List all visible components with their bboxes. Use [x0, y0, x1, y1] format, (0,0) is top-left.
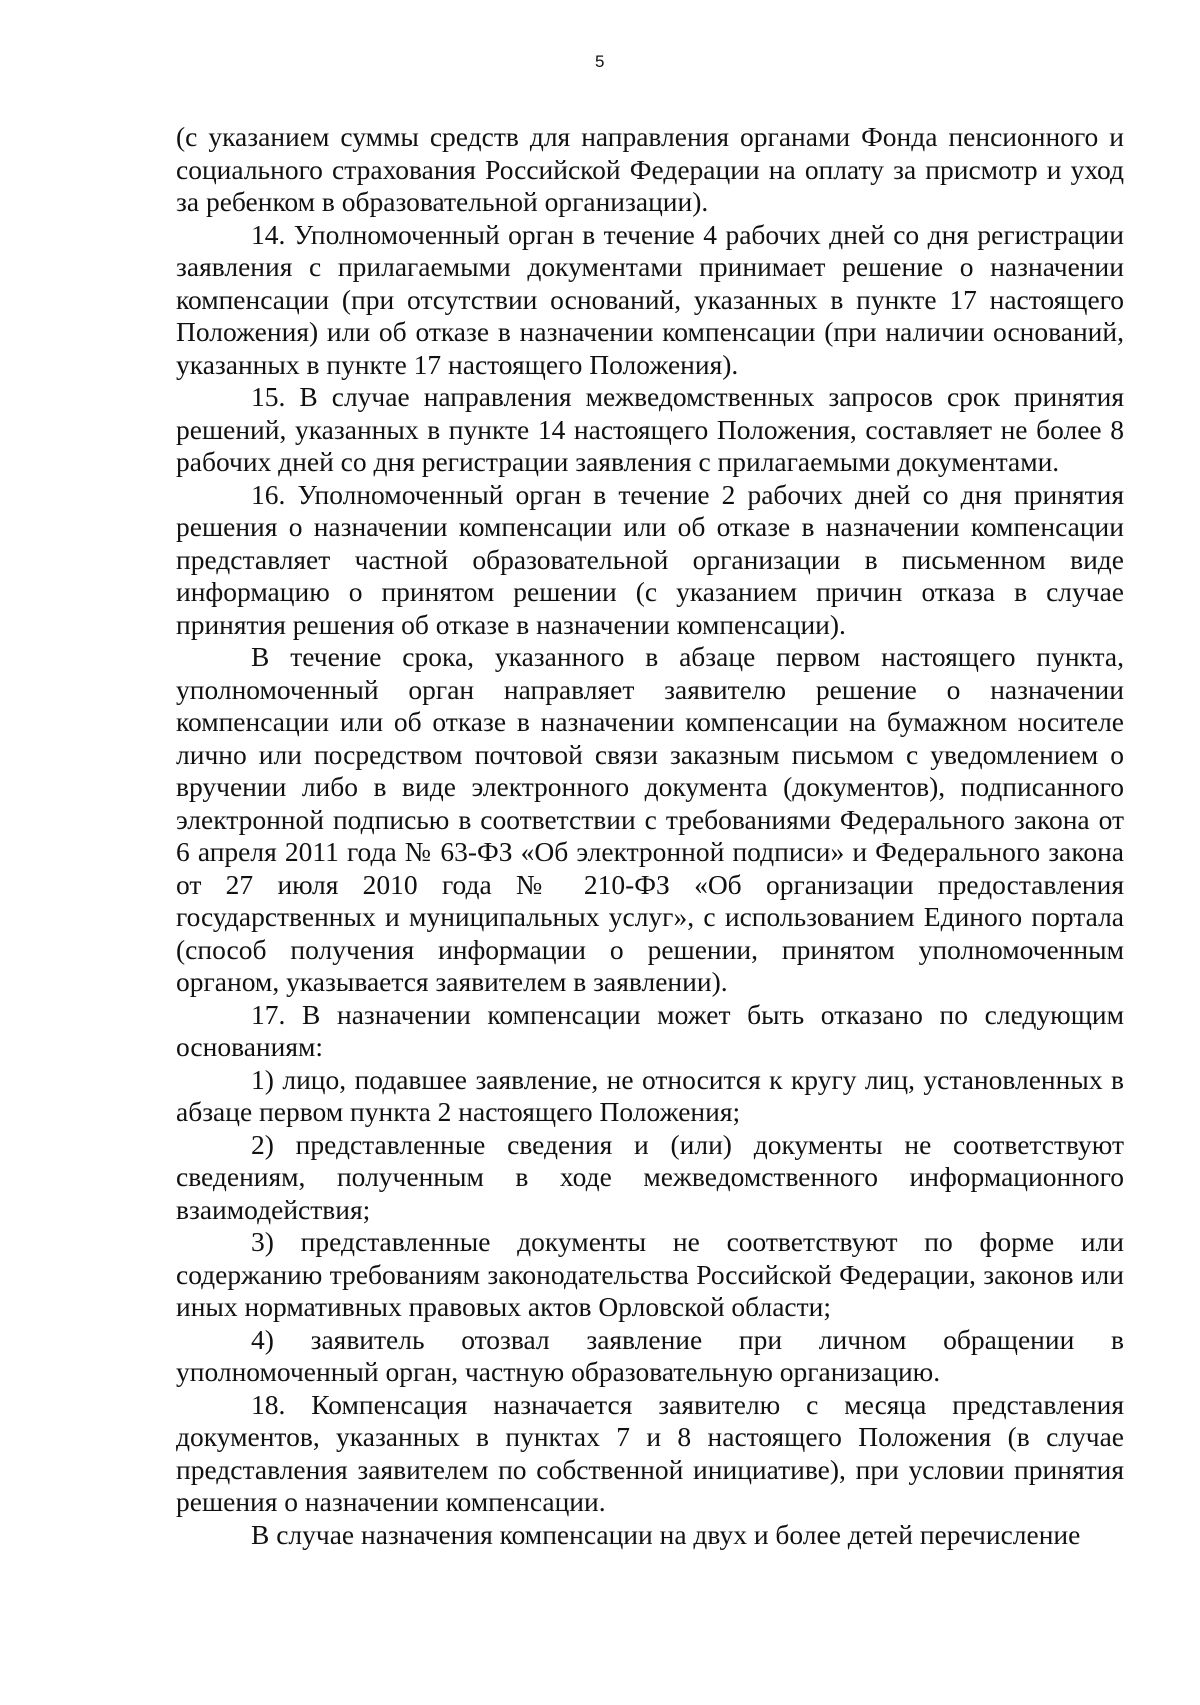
page-number: 5 [595, 52, 605, 71]
list-item-17-3: 3) представленные документы не соответствуют по форме или содержанию требованиям законодательства Российской Федерации, законов или иных нормативных правовых актов Орловской области; [176, 1226, 1124, 1322]
paragraph-item-18: 18. Компенсация назначается заявителю с месяца представления документов, указанных в пунктах 7 и 8 настоящего Положения (в случае представления заявителем по собственной инициативе), при условии принятия решения о назначении компенсации. [176, 1388, 1124, 1517]
paragraph-item-15: 15. В случае направления межведомственных запросов срок принятия решений, указанных в пункте 14 настоящего Положения, составляет не более 8 рабочих дней со дня регистрации заявления с прилагаемыми документами. [176, 381, 1124, 477]
list-item-17-2: 2) представленные сведения и (или) документы не соответствуют сведениям, полученным в ходе межведомственного информационного взаимодействия; [176, 1128, 1124, 1225]
document-body [176, 121, 1124, 1551]
paragraph-item-14: 14. Уполномоченный орган в течение 4 рабочих дней со дня регистрации заявления с прилагаемыми документами принимает решение о назначении компенсации (при отсутствии оснований, указанных в пункте 17 настоящего Положения) или об отказе в назначении компенсации (при наличии оснований, указанных в пункте 17 настоящего Положения). [176, 218, 1124, 380]
paragraph-item-16-second: В течение срока, указанного в абзаце первом настоящего пункта, уполномоченный орган направляет заявителю решение о назначении компенсации или об отказе в назначении компенсации на бумажном носителе лично или посредством почтовой связи заказным письмом с уведомлением о вручении либо в виде электронного документа (документов), подписанного электронной подписью в соответствии с требованиями Федерального закона от 6 апреля 2011 года № 63-ФЗ «Об электронной подписи» и Федерального закона от 27 июля 2010 года № 210-ФЗ «Об организации предоставления государственных и муниципальных услуг», с использованием Единого портала (способ получения информации о решении, принятом уполномоченным органом, указывается заявителем в заявлении). [176, 641, 1124, 997]
list-item-17-4: 4) заявитель отозвал заявление при личном обращении в уполномоченный орган, частную образовательную организацию. [176, 1323, 1124, 1387]
paragraph-item-17: 17. В назначении компенсации может быть отказано по следующим основаниям: [176, 998, 1124, 1062]
paragraph-item-16: 16. Уполномоченный орган в течение 2 рабочих дней со дня принятия решения о назначении компенсации или об отказе в назначении компенсации представляет частной образовательной организации в письменном виде информацию о принятом решении (с указанием причин отказа в случае принятия решения об отказе в назначении компенсации). [176, 478, 1124, 640]
list-item-17-1: 1) лицо, подавшее заявление, не относится к кругу лиц, установленных в абзаце первом пункта 2 настоящего Положения; [176, 1063, 1124, 1127]
paragraph-continuation: (с указанием суммы средств для направления органами Фонда пенсионного и социального страхования Российской Федерации на оплату за присмотр и уход за ребенком в образовательной организации). [176, 121, 1124, 217]
paragraph-item-18-second: В случае назначения компенсации на двух и более детей перечисление [251, 1518, 1081, 1550]
